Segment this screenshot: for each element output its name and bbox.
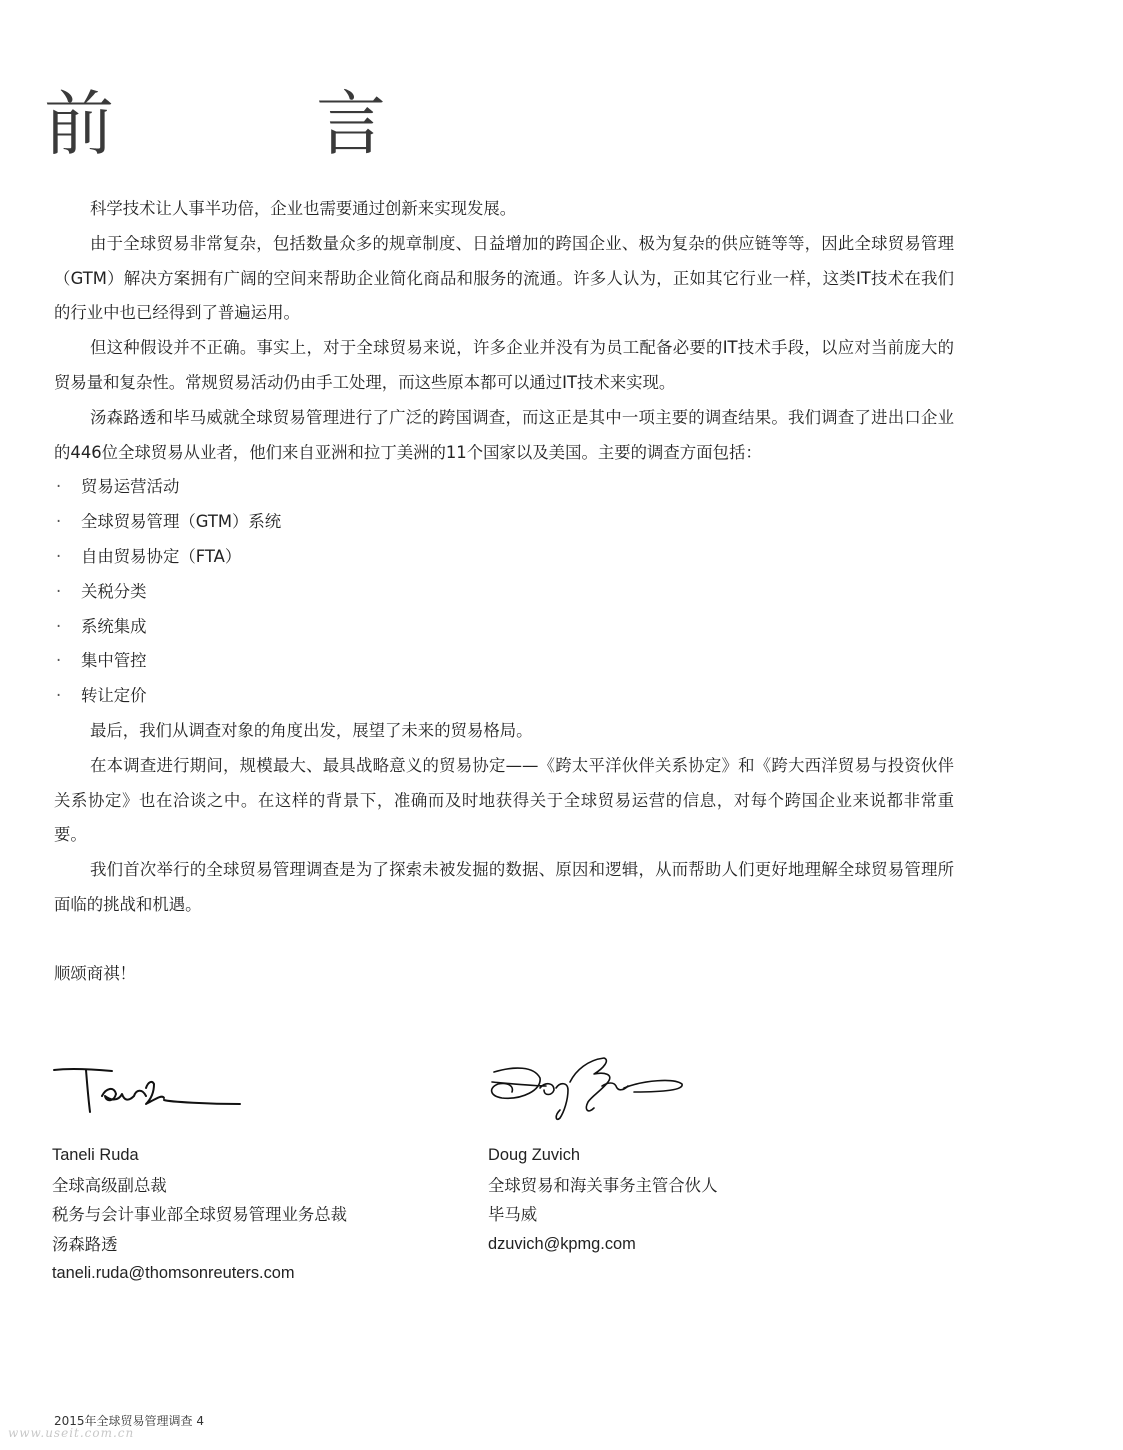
- signatory-title: 全球高级副总裁: [52, 1175, 167, 1195]
- signatory-name: Doug Zuvich: [488, 1146, 581, 1164]
- list-item: · 集中管控: [54, 644, 954, 679]
- signatory-organization: 汤森路透: [52, 1234, 118, 1254]
- signatory-title: 税务与会计事业部全球贸易管理业务总裁: [52, 1205, 348, 1224]
- paragraph-purpose: 我们首次举行的全球贸易管理调查是为了探索未被发掘的数据、原因和逻辑，从而帮助人们更好地理解全球贸易管理所面临的挑战和机遇。: [54, 860, 954, 914]
- list-item: · 贸易运营活动: [54, 470, 954, 505]
- signatory-organization: 毕马威: [488, 1205, 538, 1224]
- preface-body: [54, 192, 954, 992]
- paragraph-complexity: 由于全球贸易非常复杂，包括数量众多的规章制度、日益增加的跨国企业、极为复杂的供应链等等，因此全球贸易管理（GTM）解决方案拥有广阔的空间来帮助企业简化商品和服务的流通。许多人认为，正如其它行业一样，这类IT技术在我们的行业中也已经得到了普遍运用。: [54, 233, 954, 323]
- list-item: · 自由贸易协定（FTA）: [54, 540, 954, 575]
- list-item: · 系统集成: [54, 610, 954, 645]
- signatory-block-kpmg: [488, 1141, 717, 1259]
- page-footer: 2015年全球贸易管理调查 4: [54, 1414, 204, 1428]
- signature-doug-zuvich: [484, 1052, 690, 1132]
- paragraph-assumption: 但这种假设并不正确。事实上，对于全球贸易来说，许多企业并没有为员工配备必要的IT技术手段，以应对当前庞大的贸易量和复杂性。常规贸易活动仍由手工处理，而这些原本都可以通过IT技术来实现。: [54, 338, 954, 392]
- page-title: 前 言: [44, 83, 452, 165]
- closing-salutation: 顺颂商祺！: [54, 963, 136, 983]
- paragraph-agreements: 在本调查进行期间，规模最大、最具战略意义的贸易协定——《跨太平洋伙伴关系协定》和《跨大西洋贸易与投资伙伴关系协定》也在洽谈之中。在这样的背景下，准确而及时地获得关于全球贸易运营的信息，对每个跨国企业来说都非常重要。: [54, 755, 954, 845]
- signatory-name: Taneli Ruda: [52, 1146, 139, 1164]
- paragraph-survey: 汤森路透和毕马威就全球贸易管理进行了广泛的跨国调查，而这正是其中一项主要的调查结果。我们调查了进出口企业的446位全球贸易从业者，他们来自亚洲和拉丁美洲的11个国家以及美国。主要的调查方面包括：: [54, 407, 954, 462]
- paragraph-outlook: 最后，我们从调查对象的角度出发，展望了未来的贸易格局。: [90, 720, 533, 740]
- signatory-email: taneli.ruda@thomsonreuters.com: [52, 1264, 295, 1282]
- list-item: · 全球贸易管理（GTM）系统: [54, 505, 954, 540]
- watermark: www.useit.com.cn: [8, 1426, 135, 1440]
- signatory-title: 全球贸易和海关事务主管合伙人: [488, 1175, 718, 1195]
- list-item: · 转让定价: [54, 679, 954, 714]
- list-item: · 关税分类: [54, 575, 954, 610]
- paragraph-intro: 科学技术让人事半功倍，企业也需要通过创新来实现发展。: [90, 199, 517, 218]
- signature-taneli-ruda: [50, 1060, 250, 1120]
- signatory-block-thomson-reuters: [52, 1141, 347, 1289]
- signatory-email: dzuvich@kpmg.com: [488, 1234, 636, 1253]
- survey-topics-list: [54, 470, 954, 714]
